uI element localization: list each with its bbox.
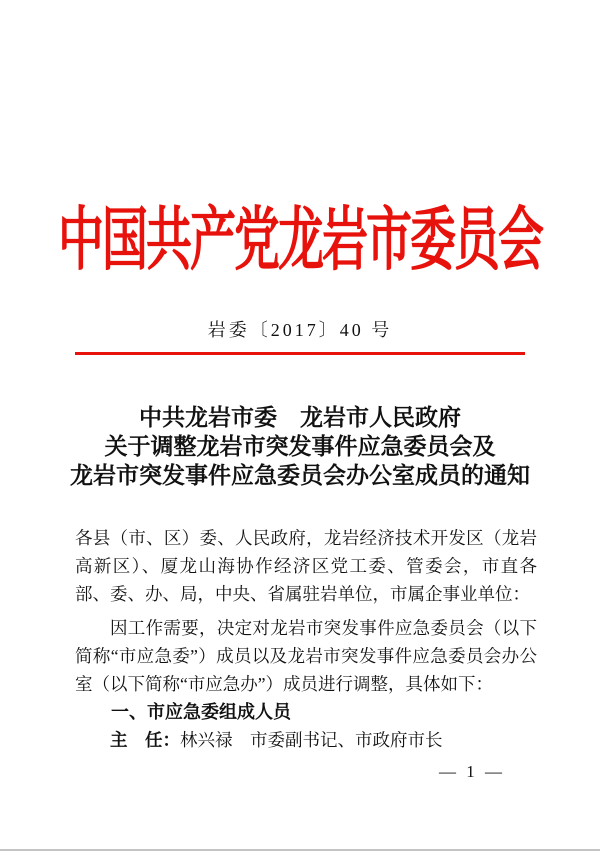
director-value: 林兴禄 市委副书记、市政府市长: [180, 730, 443, 750]
page-number: — 1 —: [439, 762, 505, 781]
document-title: [0, 403, 600, 490]
header-separator-line: [75, 352, 525, 355]
document-body: [75, 524, 537, 754]
document-title-line-1: 中共龙岩市委 龙岩市人民政府: [139, 405, 461, 430]
document-title-line-2: 关于调整龙岩市突发事件应急委员会及: [104, 434, 496, 459]
recipients-paragraph: 各县（市、区）委、人民政府，龙岩经济技术开发区（龙岩高新区）、厦龙山海协作经济区党工委、管委会，市直各部、委、办、局，中央、省属驻岩单位，市属企事业单位：: [75, 528, 537, 604]
issuer-masthead: [0, 201, 600, 278]
director-line: [75, 726, 537, 754]
document-reference-number: 岩委〔2017〕40 号: [207, 320, 393, 340]
section-heading: 一、市应急委组成人员: [111, 702, 291, 722]
intro-paragraph: 因工作需要，决定对龙岩市突发事件应急委员会（以下简称“市应急委”）成员以及龙岩市突发事件应急委员会办公室（以下简称“市应急办”）成员进行调整，具体如下：: [75, 618, 537, 694]
document-title-line-3: 龙岩市突发事件应急委员会办公室成员的通知: [70, 463, 530, 488]
issuer-title: 中国共产党龙岩市委员会: [58, 201, 542, 278]
director-label: 主 任：: [110, 730, 180, 750]
